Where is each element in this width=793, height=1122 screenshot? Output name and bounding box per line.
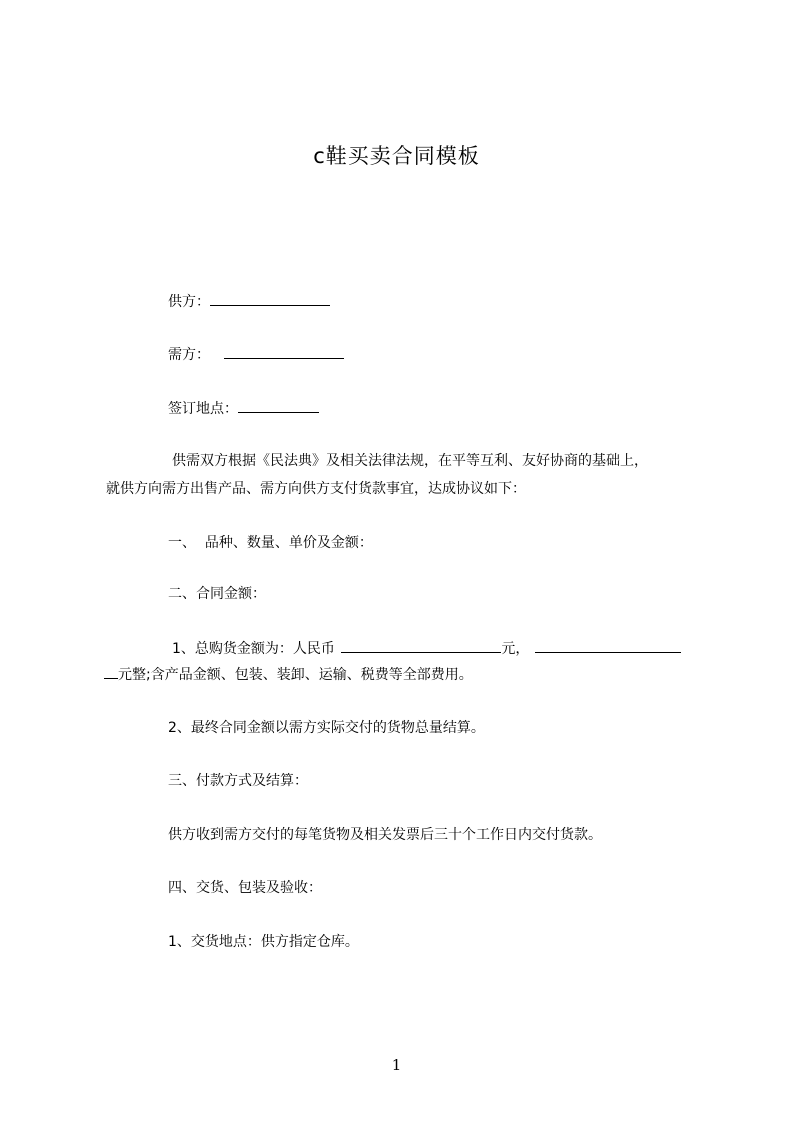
amount-words-blank-continued — [104, 664, 118, 679]
clause-2-1-prefix: 1、总购货金额为：人民币 — [172, 641, 340, 657]
section-2-heading: 二、合同金额： — [168, 586, 266, 602]
signing-place-line — [168, 398, 319, 419]
buyer-label: 需方： — [168, 347, 210, 363]
signing-place-blank — [238, 398, 319, 413]
section-1-heading: 一、 品种、数量、单价及金额： — [168, 535, 373, 551]
section-3-heading: 三、付款方式及结算： — [168, 773, 308, 789]
preamble-line-2: 就供方向需方出售产品、需方向供方支付货款事宜，达成协议如下： — [106, 481, 526, 497]
amount-words-blank — [535, 638, 681, 653]
supplier-label: 供方： — [168, 294, 210, 310]
buyer-blank — [224, 344, 344, 359]
page-number: 1 — [391, 1056, 402, 1074]
section-4-heading: 四、交货、包装及验收： — [168, 880, 322, 896]
preamble-line-1: 供需双方根据《民法典》及相关法律法规，在平等互利、友好协商的基础上， — [172, 453, 648, 469]
buyer-line — [168, 344, 344, 365]
clause-2-1-line-2-text: 元整;含产品金额、包装、装卸、运输、税费等全部费用。 — [118, 667, 473, 683]
clause-2-1-line-1 — [172, 638, 681, 659]
signing-place-label: 签订地点： — [168, 401, 238, 417]
clause-2-1-line-2 — [104, 664, 473, 685]
amount-figure-blank — [341, 638, 501, 653]
clause-2-1-unit: 元， — [501, 641, 530, 657]
document-title: c鞋买卖合同模板 — [313, 144, 480, 168]
section-3-text: 供方收到需方交付的每笔货物及相关发票后三十个工作日内交付货款。 — [168, 827, 602, 843]
supplier-blank — [210, 291, 330, 306]
clause-2-2: 2、最终合同金额以需方实际交付的货物总量结算。 — [168, 720, 485, 736]
clause-4-1: 1、交货地点：供方指定仓库。 — [168, 934, 359, 950]
supplier-line — [168, 291, 330, 312]
